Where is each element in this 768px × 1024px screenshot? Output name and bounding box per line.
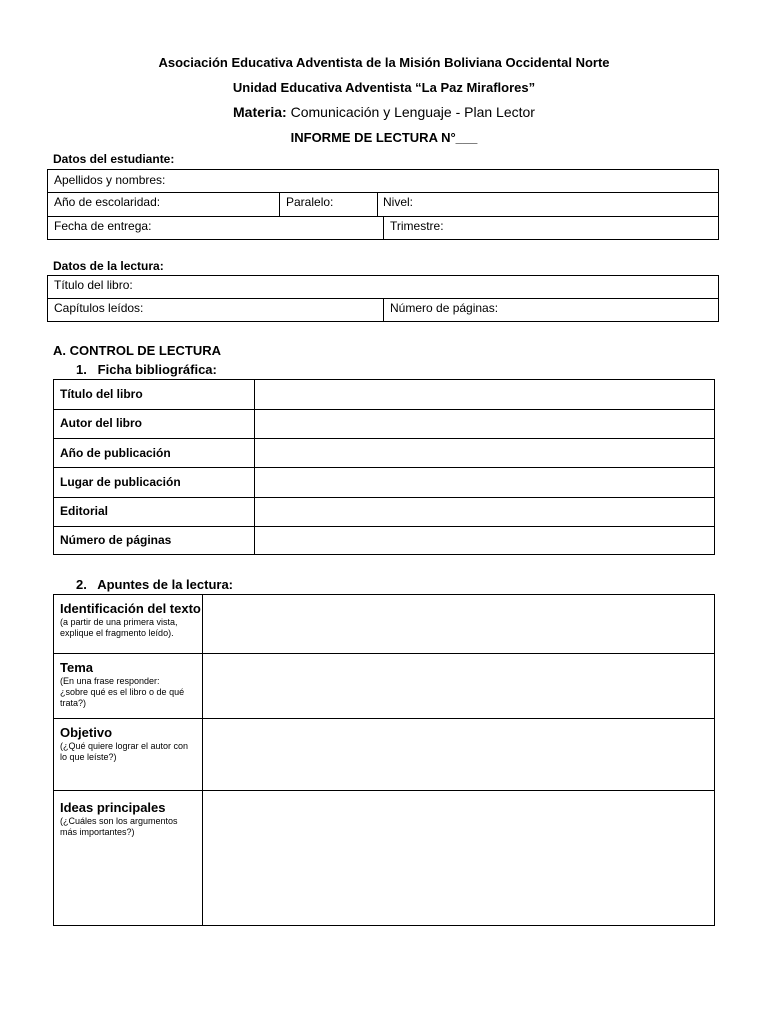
divider — [53, 526, 715, 527]
notes-label-identification: Identificación del texto — [60, 601, 201, 616]
section-a-heading: A. CONTROL DE LECTURA — [53, 343, 222, 358]
divider — [279, 192, 280, 216]
notes-hint-identification: (a partir de una primera vista, explique el fragmento leído). — [60, 617, 178, 638]
ficha-input-place[interactable] — [256, 469, 713, 496]
divider — [53, 409, 715, 410]
level-field[interactable]: Nivel: — [383, 195, 414, 209]
school-year-field[interactable]: Año de escolaridad: — [54, 195, 161, 209]
ficha-label-author: Autor del libro — [60, 416, 142, 430]
student-data-heading: Datos del estudiante: — [53, 152, 175, 166]
notes-input-main-ideas[interactable] — [204, 792, 713, 924]
divider — [53, 438, 715, 439]
ficha-label-title: Título del libro — [60, 387, 143, 401]
chapters-read-field[interactable]: Capítulos leídos: — [54, 301, 144, 315]
ficha-input-publisher[interactable] — [256, 499, 713, 525]
header-school: Unidad Educativa Adventista “La Paz Miraflores” — [232, 80, 536, 95]
subject-value: Comunicación y Lenguaje - Plan Lector — [286, 104, 535, 120]
reading-notes-heading: 2. Apuntes de la lectura: — [76, 577, 234, 592]
ficha-input-author[interactable] — [256, 411, 713, 437]
ficha-input-title[interactable] — [256, 381, 713, 408]
student-name-field[interactable]: Apellidos y nombres: — [54, 173, 166, 187]
divider — [53, 653, 715, 654]
bibliographic-sheet-heading: 1. Ficha bibliográfica: — [76, 362, 217, 377]
header-organization: Asociación Educativa Adventista de la Misión Boliviana Occidental Norte — [158, 55, 610, 70]
notes-hint-theme: (En una frase responder: ¿sobre qué es el libro o de qué trata?) — [60, 676, 185, 708]
ficha-input-pages[interactable] — [256, 528, 713, 554]
divider — [383, 216, 384, 240]
divider — [377, 192, 378, 216]
notes-input-theme[interactable] — [204, 655, 713, 717]
trimester-field[interactable]: Trimestre: — [390, 219, 444, 233]
notes-label-objective: Objetivo — [60, 725, 113, 740]
notes-input-identification[interactable] — [204, 596, 713, 652]
report-title: INFORME DE LECTURA N°___ — [290, 130, 478, 145]
ficha-label-place: Lugar de publicación — [60, 475, 181, 489]
notes-label-theme: Tema — [60, 660, 93, 675]
notes-hint-objective: (¿Qué quiere lograr el autor con lo que leíste?) — [60, 741, 189, 762]
reading-data-heading: Datos de la lectura: — [53, 259, 164, 273]
parallel-field[interactable]: Paralelo: — [286, 195, 334, 209]
ficha-label-pages: Número de páginas — [60, 533, 172, 547]
header-subject — [0, 104, 768, 120]
divider — [53, 718, 715, 719]
divider — [53, 497, 715, 498]
divider — [383, 298, 384, 322]
divider — [53, 467, 715, 468]
divider — [202, 594, 203, 926]
delivery-date-field[interactable]: Fecha de entrega: — [54, 219, 152, 233]
ficha-label-year: Año de publicación — [60, 446, 171, 460]
subject-label: Materia: — [233, 104, 287, 120]
notes-label-main-ideas: Ideas principales — [60, 800, 166, 815]
page-count-field[interactable]: Número de páginas: — [390, 301, 499, 315]
divider — [53, 790, 715, 791]
ficha-input-year[interactable] — [256, 440, 713, 466]
divider — [47, 192, 719, 193]
book-title-field[interactable]: Título del libro: — [54, 278, 133, 292]
notes-hint-main-ideas: (¿Cuáles son los argumentos más importantes?) — [60, 816, 178, 837]
ficha-label-publisher: Editorial — [60, 504, 109, 518]
notes-input-objective[interactable] — [204, 720, 713, 789]
